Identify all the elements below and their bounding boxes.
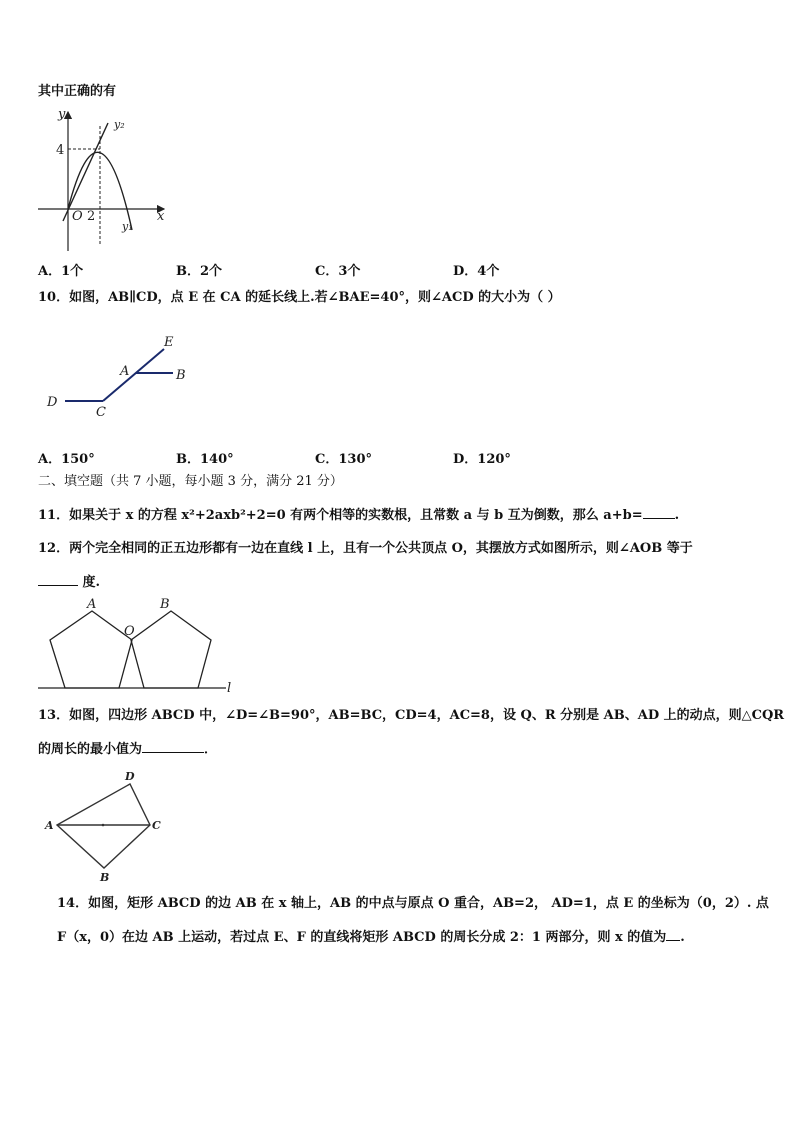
- point-a-label: A: [120, 364, 130, 379]
- q14-line2-pre: F（x，0）在边 AB 上运动，若过点 E、F 的直线将矩形 ABCD 的周长分成 2：1 两部分，则 x 的值为: [57, 930, 667, 945]
- segment-ce: [103, 349, 164, 401]
- q12-answer-blank[interactable]: [38, 573, 78, 586]
- q12-line2-post: 度.: [78, 575, 101, 590]
- q10-option-d: D．120°: [453, 452, 511, 467]
- point-a-label: A: [45, 819, 54, 832]
- section-2-heading: 二、填空题（共 7 小题，每小题 3 分，满分 21 分）: [38, 474, 343, 489]
- point-b-label: B: [100, 871, 110, 884]
- q9-option-a: A．1个: [38, 264, 84, 279]
- y-axis-label: y: [58, 107, 66, 122]
- q10-option-a: A．150°: [38, 452, 95, 467]
- midpoint-dot: [102, 824, 105, 827]
- q13-line1: 13．如图，四边形 ABCD 中，∠D=∠B=90°，AB=BC，CD=4，AC=8，设 Q、R 分别是 AB、AD 上的动点，则△CQR: [38, 708, 785, 723]
- y1-label: y₁: [122, 220, 133, 233]
- point-d-label: D: [125, 770, 135, 783]
- q14-line1: 14．如图，矩形 ABCD 的边 AB 在 x 轴上，AB 的中点与原点 O 重合，AB=2， AD=1，点 E 的坐标为（0，2）. 点: [57, 896, 769, 911]
- q10-option-b: B．140°: [176, 452, 234, 467]
- tick-4: 4: [56, 143, 65, 158]
- q13-line2-pre: 的周长的最小值为: [38, 742, 143, 757]
- q14-answer-blank[interactable]: [666, 928, 680, 941]
- point-b-label: B: [176, 368, 186, 383]
- q12-line1: 12．两个完全相同的正五边形都有一边在直线 l 上，且有一个公共顶点 O，其摆放方式如图所示，则∠AOB 等于: [38, 541, 693, 556]
- line-y2: [63, 123, 108, 221]
- q10-option-c: C．130°: [315, 452, 372, 467]
- q9-graph: [36, 106, 176, 256]
- q13-line2-post: ．: [204, 742, 218, 757]
- q9-option-c: C．3个: [315, 264, 361, 279]
- q14-line2: [57, 928, 685, 946]
- y2-label: y₂: [114, 118, 125, 131]
- point-a-label: A: [87, 597, 97, 612]
- q13-figure: [40, 770, 180, 885]
- point-b-label: B: [160, 597, 170, 612]
- q10-text: 10．如图，AB∥CD，点 E 在 CA 的延长线上.若∠BAE=40°，则∠ACD 的大小为（ ）: [38, 290, 561, 305]
- line-l-label: l: [227, 681, 232, 696]
- point-d-label: D: [47, 395, 58, 410]
- q13-line2: [38, 740, 217, 758]
- point-c-label: C: [152, 819, 161, 832]
- x-axis-label: x: [157, 209, 165, 224]
- q11-pre: 11．如果关于 x 的方程 x²+2axb²+2=0 有两个相等的实数根，且常数 a 与 b 互为倒数，那么 a+b=: [38, 508, 643, 523]
- origin-label: O: [72, 209, 83, 224]
- left-pentagon: [50, 611, 132, 688]
- q9-option-d: D．4个: [453, 264, 500, 279]
- point-o-label: O: [124, 624, 135, 639]
- q12-line2: [38, 573, 100, 591]
- q11-answer-blank[interactable]: [643, 506, 675, 519]
- q9-tail-text: 其中正确的有: [38, 84, 117, 99]
- right-pentagon: [131, 611, 211, 688]
- q10-figure: [40, 330, 200, 425]
- q11-post: .: [674, 508, 680, 523]
- q12-figure: [36, 595, 246, 695]
- point-c-label: C: [96, 405, 106, 420]
- q14-line2-post: .: [680, 930, 685, 945]
- point-e-label: E: [164, 335, 174, 350]
- tick-2: 2: [87, 209, 96, 224]
- q9-option-b: B．2个: [176, 264, 223, 279]
- q13-answer-blank[interactable]: [142, 740, 204, 753]
- q11-text: [38, 506, 679, 524]
